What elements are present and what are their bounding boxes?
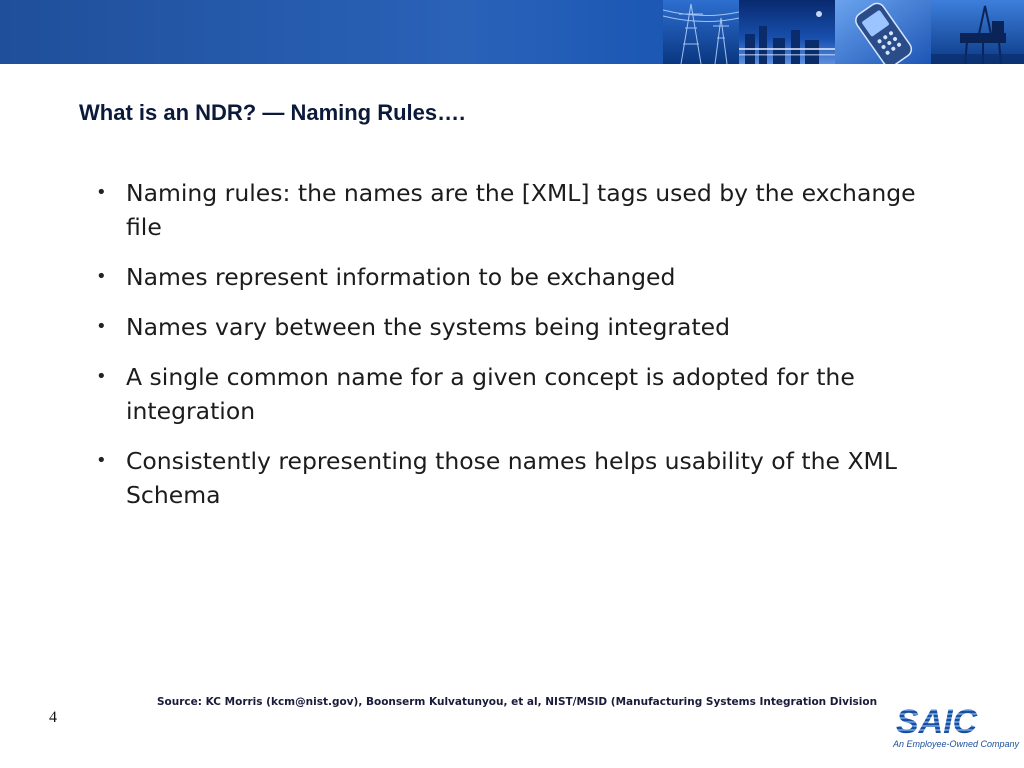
bullet-marker: • [96, 266, 107, 287]
logo-wordmark: SAIC [896, 703, 978, 739]
bullet-item [96, 260, 956, 294]
bullet-text: A single common name for a given concept is adopted for the integration [126, 363, 855, 425]
bullet-item [96, 310, 956, 344]
logo-tagline: An Employee-Owned Company [893, 739, 1020, 749]
bullet-text: Names vary between the systems being integrated [126, 313, 731, 341]
bullet-text: Names represent information to be exchanged [126, 263, 676, 291]
header-photo-strip [663, 0, 1024, 64]
bullet-item [96, 444, 956, 512]
power-tower-photo [663, 0, 739, 64]
oil-rig-photo [931, 0, 1024, 64]
bullet-text: Consistently representing those names helps usability of the XML Schema [126, 447, 897, 509]
cellphone-photo [835, 0, 931, 64]
bullet-marker: • [96, 182, 107, 203]
source-citation: Source: KC Morris (kcm@nist.gov), Boonserm Kulvatunyou, et al, NIST/MSID (Manufacturing Systems Integration Division [157, 696, 878, 708]
bullet-item [96, 360, 956, 428]
bullet-marker: • [96, 316, 107, 337]
bullet-text: Naming rules: the names are the [XML] tags used by the exchange file [126, 179, 916, 241]
bullet-item [96, 176, 956, 244]
bullet-list [96, 176, 956, 528]
city-lights-photo [739, 0, 835, 64]
bullet-marker: • [96, 450, 107, 471]
slide-title: What is an NDR? — Naming Rules…. [79, 100, 466, 125]
header-band [0, 0, 1024, 64]
bullet-marker: • [96, 366, 107, 387]
page-number: 4 [49, 709, 57, 726]
